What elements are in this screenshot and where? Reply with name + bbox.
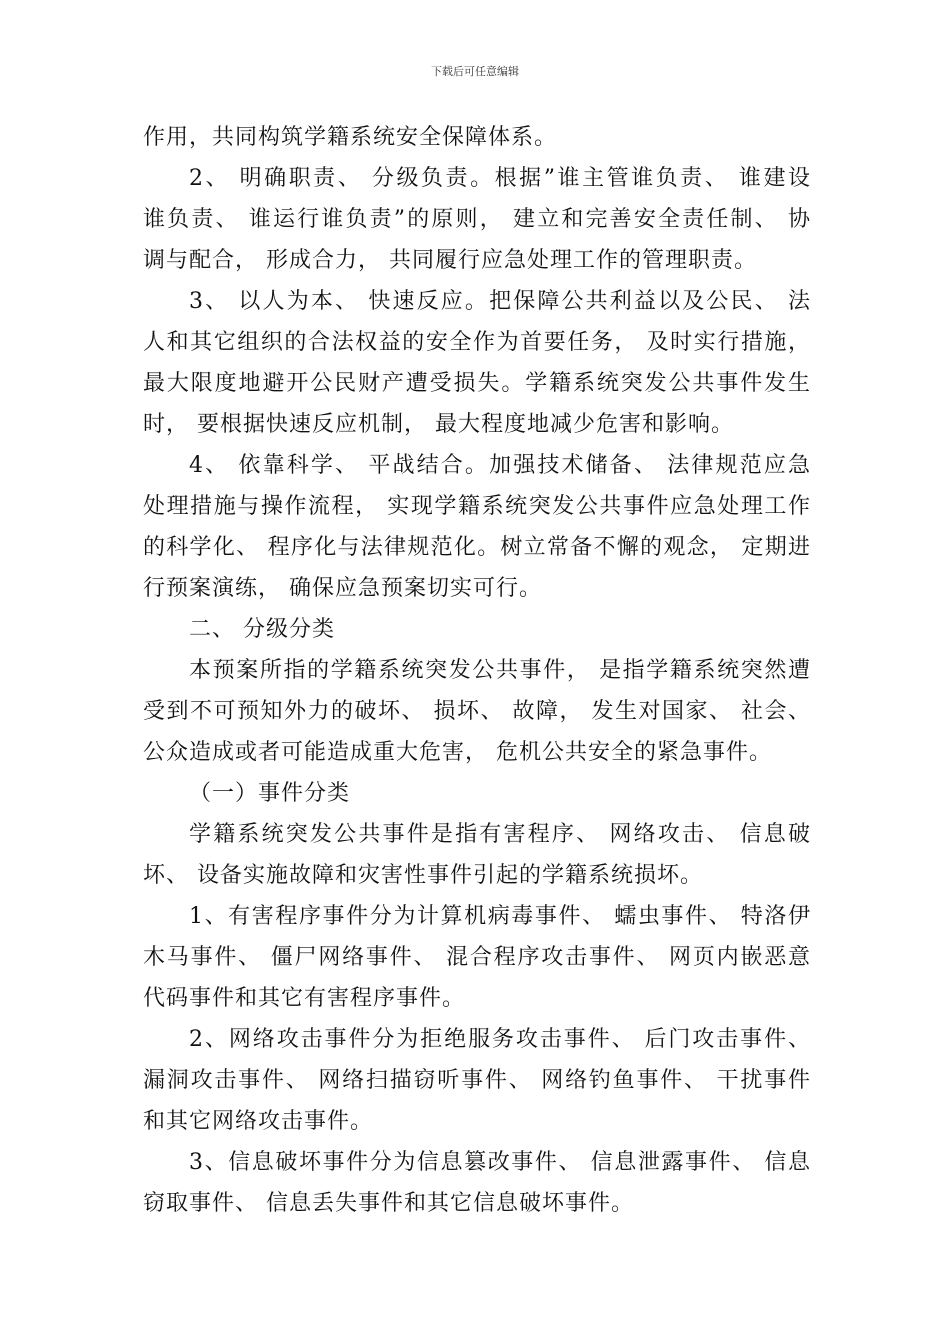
text-line: 受到不可预知外力的破坏、 损坏、 故障， 发生对国家、 社会、 — [143, 699, 811, 724]
section-heading: 二、 分级分类 — [189, 617, 335, 642]
text-line: 学籍系统突发公共事件是指有害程序、 网络攻击、 信息破 — [189, 822, 811, 847]
text-line: 4、 依靠科学、 平战结合。加强技术储备、 法律规范应急 — [189, 453, 811, 478]
text-line: 窃取事件、 信息丢失事件和其它信息破坏事件。 — [143, 1191, 634, 1216]
text-line: 木马事件、 僵尸网络事件、 混合程序攻击事件、 网页内嵌恶意 — [143, 945, 811, 970]
page-header: 下载后可任意编辑 — [431, 65, 519, 78]
subsection-heading: （一）事件分类 — [189, 781, 351, 806]
text-line: 作用，共同构筑学籍系统安全保障体系。 — [143, 125, 558, 150]
text-line: 时， 要根据快速反应机制， 最大程度地减少危害和影响。 — [143, 412, 734, 437]
text-line: 2、 明确职责、 分级负责。根据”谁主管谁负责、 谁建设 — [189, 166, 811, 191]
text-line: 3、信息破坏事件分为信息篡改事件、 信息泄露事件、 信息 — [189, 1150, 811, 1175]
text-line: 3、 以人为本、 快速反应。把保障公共利益以及公民、 法 — [189, 289, 811, 314]
document-body — [143, 117, 811, 1224]
text-line: 处理措施与操作流程， 实现学籍系统突发公共事件应急处理工作 — [143, 494, 811, 519]
text-line: 2、网络攻击事件分为拒绝服务攻击事件、 后门攻击事件、 — [189, 1027, 811, 1052]
text-line: 公众造成或者可能造成重大危害， 危机公共安全的紧急事件。 — [143, 740, 772, 765]
text-line: 坏、 设备实施故障和灾害性事件引起的学籍系统损坏。 — [143, 863, 703, 888]
text-line: 行预案演练， 确保应急预案切实可行。 — [143, 576, 542, 601]
text-line: 的科学化、 程序化与法律规范化。树立常备不懈的观念， 定期进 — [143, 535, 811, 560]
text-line: 漏洞攻击事件、 网络扫描窃听事件、 网络钓鱼事件、 干扰事件 — [143, 1068, 811, 1093]
text-line: 谁负责、 谁运行谁负责”的原则， 建立和完善安全责任制、 协 — [143, 207, 811, 232]
text-line: 本预案所指的学籍系统突发公共事件， 是指学籍系统突然遭 — [189, 658, 811, 683]
text-line: 调与配合， 形成合力， 共同履行应急处理工作的管理职责。 — [143, 248, 757, 273]
text-line: 最大限度地避开公民财产遭受损失。学籍系统突发公共事件发生 — [143, 371, 811, 396]
text-line: 1、有害程序事件分为计算机病毒事件、 蠕虫事件、 特洛伊 — [189, 904, 811, 929]
text-line: 和其它网络攻击事件。 — [143, 1109, 374, 1134]
text-line: 人和其它组织的合法权益的安全作为首要任务， 及时实行措施， — [143, 330, 811, 355]
text-line: 代码事件和其它有害程序事件。 — [143, 986, 466, 1011]
